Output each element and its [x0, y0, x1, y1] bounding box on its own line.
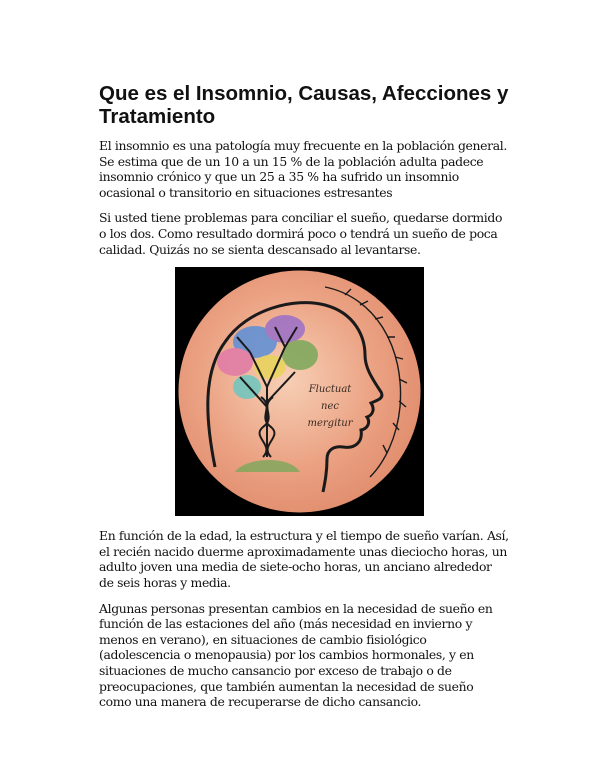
motto-line-1: Fluctuat [308, 384, 352, 396]
background-circle [179, 271, 421, 513]
paragraph-3: En función de la edad, la estructura y el tiempo de sueño varían. Así, el recién nacido duerme aproximadamente unas dieciocho horas, un adulto joven una media de siete-ocho horas, un anciano alrededor de seis horas y media. [99, 528, 509, 590]
motto-line-2: nec [321, 401, 339, 413]
motto-line-3: mergitur [307, 418, 353, 430]
paragraph-1: El insomnio es una patología muy frecuente en la población general. Se estima que de un 10 a un 15 % de la población adulta padece insomnio crónico y que un 25 a 35 % ha sufrido un insomnio ocasional o transitorio en situaciones estresantes [99, 138, 507, 200]
article [99, 82, 509, 720]
paragraph-4: Algunas personas presentan cambios en la necesidad de sueño en función de las estaciones del año (más necesidad en invierno y menos en verano), en situaciones de cambio fisiológico (adolescencia o menopausia) por los cambios hormonales, y en situaciones de mucho cansancio por exceso de trabajo o de preocupaciones, que también aumentan la necesidad de sueño como una manera de recuperarse de dicho cansancio. [99, 600, 493, 710]
illustration-svg [175, 267, 424, 516]
paragraph-2: Si usted tiene problemas para conciliar el sueño, quedarse dormido o los dos. Como resultado dormirá poco o tendrá un sueño de poca calidad. Quizás no se sienta descansado al levantarse. [99, 210, 503, 257]
insomnia-illustration [175, 267, 424, 516]
article-title: Que es el Insomnio, Causas, Afecciones y Tratamiento [99, 82, 509, 128]
